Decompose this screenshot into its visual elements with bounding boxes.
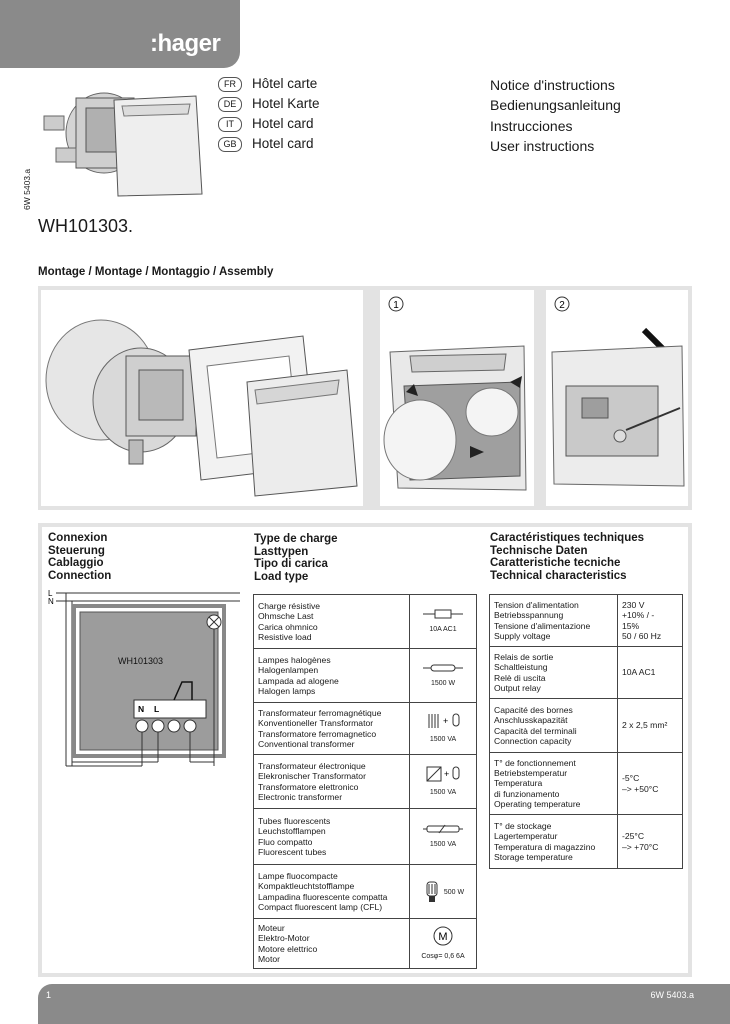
technical-heading-fr: Caractéristiques techniques	[490, 532, 645, 544]
label-line: Konventioneller Transformator	[258, 718, 374, 729]
label-line: Halogenlampen	[258, 665, 319, 676]
load-labels	[254, 755, 410, 809]
load-type-heading	[254, 533, 338, 583]
tech-labels	[490, 753, 618, 815]
hager-logo: :hager	[150, 30, 221, 57]
table-row	[254, 865, 477, 919]
motor-symbol: M	[438, 931, 448, 944]
wire-label-l: L	[48, 589, 53, 598]
label-line: Elekronischer Transformator	[258, 771, 366, 782]
table-row	[254, 919, 477, 969]
footer-doc-ref: 6W 5403.a	[650, 990, 694, 1000]
label-line: Transformateur ferromagnétique	[258, 707, 382, 718]
tech-values	[618, 647, 683, 699]
footer	[38, 984, 730, 1024]
step2-illustration	[546, 290, 688, 506]
brand-header	[0, 0, 240, 68]
lang-title-de: Hotel Karte	[252, 96, 320, 111]
tech-values	[618, 595, 683, 647]
cfl-lamp-icon	[422, 880, 442, 904]
value-line: 2 x 2,5 mm²	[622, 720, 668, 731]
lang-title-it: Hotel card	[252, 116, 314, 131]
load-value: 10A AC1	[429, 625, 457, 633]
model-number: WH101303.	[38, 216, 134, 236]
load-labels	[254, 649, 410, 703]
terminal-n: N	[138, 704, 145, 714]
notice-de: Bedienungsanleitung	[490, 97, 621, 113]
label-line: Capacité des bornes	[494, 704, 573, 715]
assembly-title: Montage / Montage / Montaggio / Assembly	[38, 266, 274, 278]
table-row	[490, 699, 683, 753]
load-value-cell	[410, 703, 477, 755]
label-line: Lampada ad alogene	[258, 675, 339, 686]
table-row	[490, 753, 683, 815]
technical-heading-it: Caratteristiche tecniche	[490, 557, 621, 569]
value-line: -5°C	[622, 773, 640, 784]
step1-number: 1	[393, 300, 399, 311]
table-row	[254, 649, 477, 703]
label-line: Resistive load	[258, 631, 312, 642]
label-line: Halogen lamps	[258, 685, 316, 696]
label-line: Motore elettrico	[258, 943, 318, 954]
tech-labels	[490, 595, 618, 647]
table-row	[490, 647, 683, 699]
lang-gb	[218, 136, 314, 152]
table-row	[490, 815, 683, 869]
label-line: Output relay	[494, 682, 541, 693]
label-line: Temperatura	[494, 778, 543, 789]
tech-values	[618, 815, 683, 869]
value-line: –> +70°C	[622, 841, 659, 852]
label-line: Capacità del terminali	[494, 725, 577, 736]
label-line: Operating temperature	[494, 798, 581, 809]
load-value-cell	[410, 595, 477, 649]
tech-labels	[490, 815, 618, 869]
label-line: Elektro-Motor	[258, 933, 310, 944]
connection-heading	[48, 532, 111, 582]
load-labels	[254, 703, 410, 755]
label-line: Lampes halogènes	[258, 654, 331, 665]
label-line: Electronic transformer	[258, 791, 343, 802]
tech-values	[618, 699, 683, 753]
load-value-cell	[410, 809, 477, 865]
label-line: Conventional transformer	[258, 738, 355, 749]
label-line: Tensione d'alimentazione	[494, 620, 591, 631]
label-line: Ohmsche Last	[258, 611, 314, 622]
motor-icon	[432, 925, 454, 947]
connection-heading-gb: Connection	[48, 569, 112, 582]
label-line: Carica ohmnico	[258, 621, 318, 632]
label-line: Lagertemperatur	[494, 831, 558, 842]
label-line: Lampadina fluorescente compatta	[258, 891, 388, 902]
load-value: Cosφ= 0,6 6A	[421, 952, 465, 960]
lang-title-fr: Hôtel carte	[252, 76, 318, 91]
resistor-icon	[423, 608, 463, 620]
value-line: 50 / 60 Hz	[622, 630, 662, 641]
label-line: Storage temperature	[494, 851, 573, 862]
label-line: Moteur	[258, 922, 285, 933]
svg-text:+: +	[443, 716, 449, 727]
label-line: Transformatore elettronico	[258, 781, 359, 792]
step1-illustration	[380, 290, 534, 506]
connection-heading-de: Steuerung	[48, 544, 105, 557]
load-value: 1500 VA	[429, 788, 457, 796]
technical-heading-de: Technische Daten	[490, 544, 588, 557]
load-type-table	[253, 594, 477, 969]
lang-fr	[218, 76, 317, 92]
load-type-heading-gb: Load type	[254, 570, 309, 583]
table-row	[254, 809, 477, 865]
load-labels	[254, 919, 410, 969]
label-line: Anschlusskapazität	[494, 715, 568, 726]
label-line: Tubes fluorescents	[258, 815, 331, 826]
wiring-device-label: WH101303	[118, 656, 164, 666]
value-line: -25°C	[622, 831, 645, 842]
product-image	[36, 78, 206, 203]
connection-heading-fr: Connexion	[48, 532, 108, 544]
label-line: Charge résistive	[258, 600, 321, 611]
wiring-diagram	[44, 586, 244, 776]
label-line: T° de stockage	[494, 820, 552, 831]
label-line: Connection capacity	[494, 735, 572, 746]
assembly-exploded-view	[41, 290, 363, 506]
label-line: Kompaktleuchtstofflampe	[258, 881, 355, 892]
load-labels	[254, 865, 410, 919]
label-line: Temperatura di magazzino	[494, 841, 596, 852]
lang-it	[218, 116, 314, 132]
label-line: Tension d'alimentation	[494, 599, 579, 610]
load-type-heading-fr: Type de charge	[254, 533, 338, 545]
load-type-heading-de: Lasttypen	[254, 545, 309, 558]
load-value-cell	[410, 755, 477, 809]
value-line: 230 V	[622, 599, 645, 610]
load-value: 1500 VA	[429, 735, 457, 743]
label-line: Relè di uscita	[494, 672, 546, 683]
load-value: 1500 W	[430, 679, 456, 687]
label-line: Betriebsspannung	[494, 610, 564, 621]
load-type-heading-it: Tipo di carica	[254, 558, 328, 570]
load-value-cell	[410, 865, 477, 919]
label-line: Lampe fluocompacte	[258, 870, 338, 881]
label-line: Compact fluorescent lamp (CFL)	[258, 901, 383, 912]
label-line: Relais de sortie	[494, 651, 554, 662]
label-line: Fluorescent tubes	[258, 846, 327, 857]
svg-text:+: +	[444, 769, 450, 780]
technical-heading	[490, 532, 644, 582]
notice-fr: Notice d'instructions	[490, 77, 615, 93]
technical-table	[489, 594, 683, 869]
connection-heading-it: Cablaggio	[48, 557, 104, 569]
label-line: Transformatore ferromagnetico	[258, 728, 377, 739]
terminal-l: L	[154, 704, 160, 714]
lang-code-de: DE	[218, 97, 242, 112]
label-line: Fluo compatto	[258, 836, 313, 847]
label-line: Motor	[258, 953, 280, 964]
label-line: Supply voltage	[494, 630, 551, 641]
table-row	[254, 595, 477, 649]
assembly-step-1	[380, 290, 534, 506]
value-line: –> +50°C	[622, 783, 659, 794]
fluorescent-tube-icon	[423, 823, 463, 835]
label-line: Leuchstofflampen	[258, 826, 326, 837]
transformer-icon	[423, 712, 463, 730]
load-value: 500 W	[443, 888, 465, 896]
table-row	[254, 703, 477, 755]
label-line: T° de fonctionnement	[494, 757, 576, 768]
tech-values	[618, 753, 683, 815]
assembly-step-2	[546, 290, 688, 506]
lang-code-fr: FR	[218, 77, 242, 92]
lang-title-gb: Hotel card	[252, 136, 314, 151]
load-value: 1500 VA	[429, 840, 457, 848]
label-line: Betriebstemperatur	[494, 768, 568, 779]
tech-labels	[490, 699, 618, 753]
tech-labels	[490, 647, 618, 699]
value-line: 10A AC1	[622, 667, 656, 678]
lang-code-it: IT	[218, 117, 242, 132]
load-labels	[254, 595, 410, 649]
table-row	[254, 755, 477, 809]
technical-heading-gb: Technical characteristics	[490, 569, 627, 582]
exploded-assembly-illustration	[41, 290, 363, 506]
load-value-cell	[410, 919, 477, 969]
lang-code-gb: GB	[218, 137, 242, 152]
halogen-lamp-icon	[423, 662, 463, 674]
wire-label-n: N	[48, 597, 54, 606]
step2-number: 2	[559, 300, 565, 311]
value-line: 15%	[622, 620, 640, 631]
label-line: Transformateur électronique	[258, 760, 366, 771]
notice-it: Instrucciones	[490, 118, 573, 134]
load-value-cell	[410, 649, 477, 703]
load-labels	[254, 809, 410, 865]
notice-gb: User instructions	[490, 138, 595, 154]
label-line: Schaltleistung	[494, 662, 548, 673]
value-line: +10% / -	[622, 610, 655, 621]
lang-de	[218, 96, 320, 112]
page-number: 1	[46, 990, 52, 1000]
electronic-transformer-icon	[423, 765, 463, 783]
table-row	[490, 595, 683, 647]
label-line: di funzionamento	[494, 788, 560, 799]
doc-ref-vertical: 6W 5403.a	[22, 168, 32, 210]
